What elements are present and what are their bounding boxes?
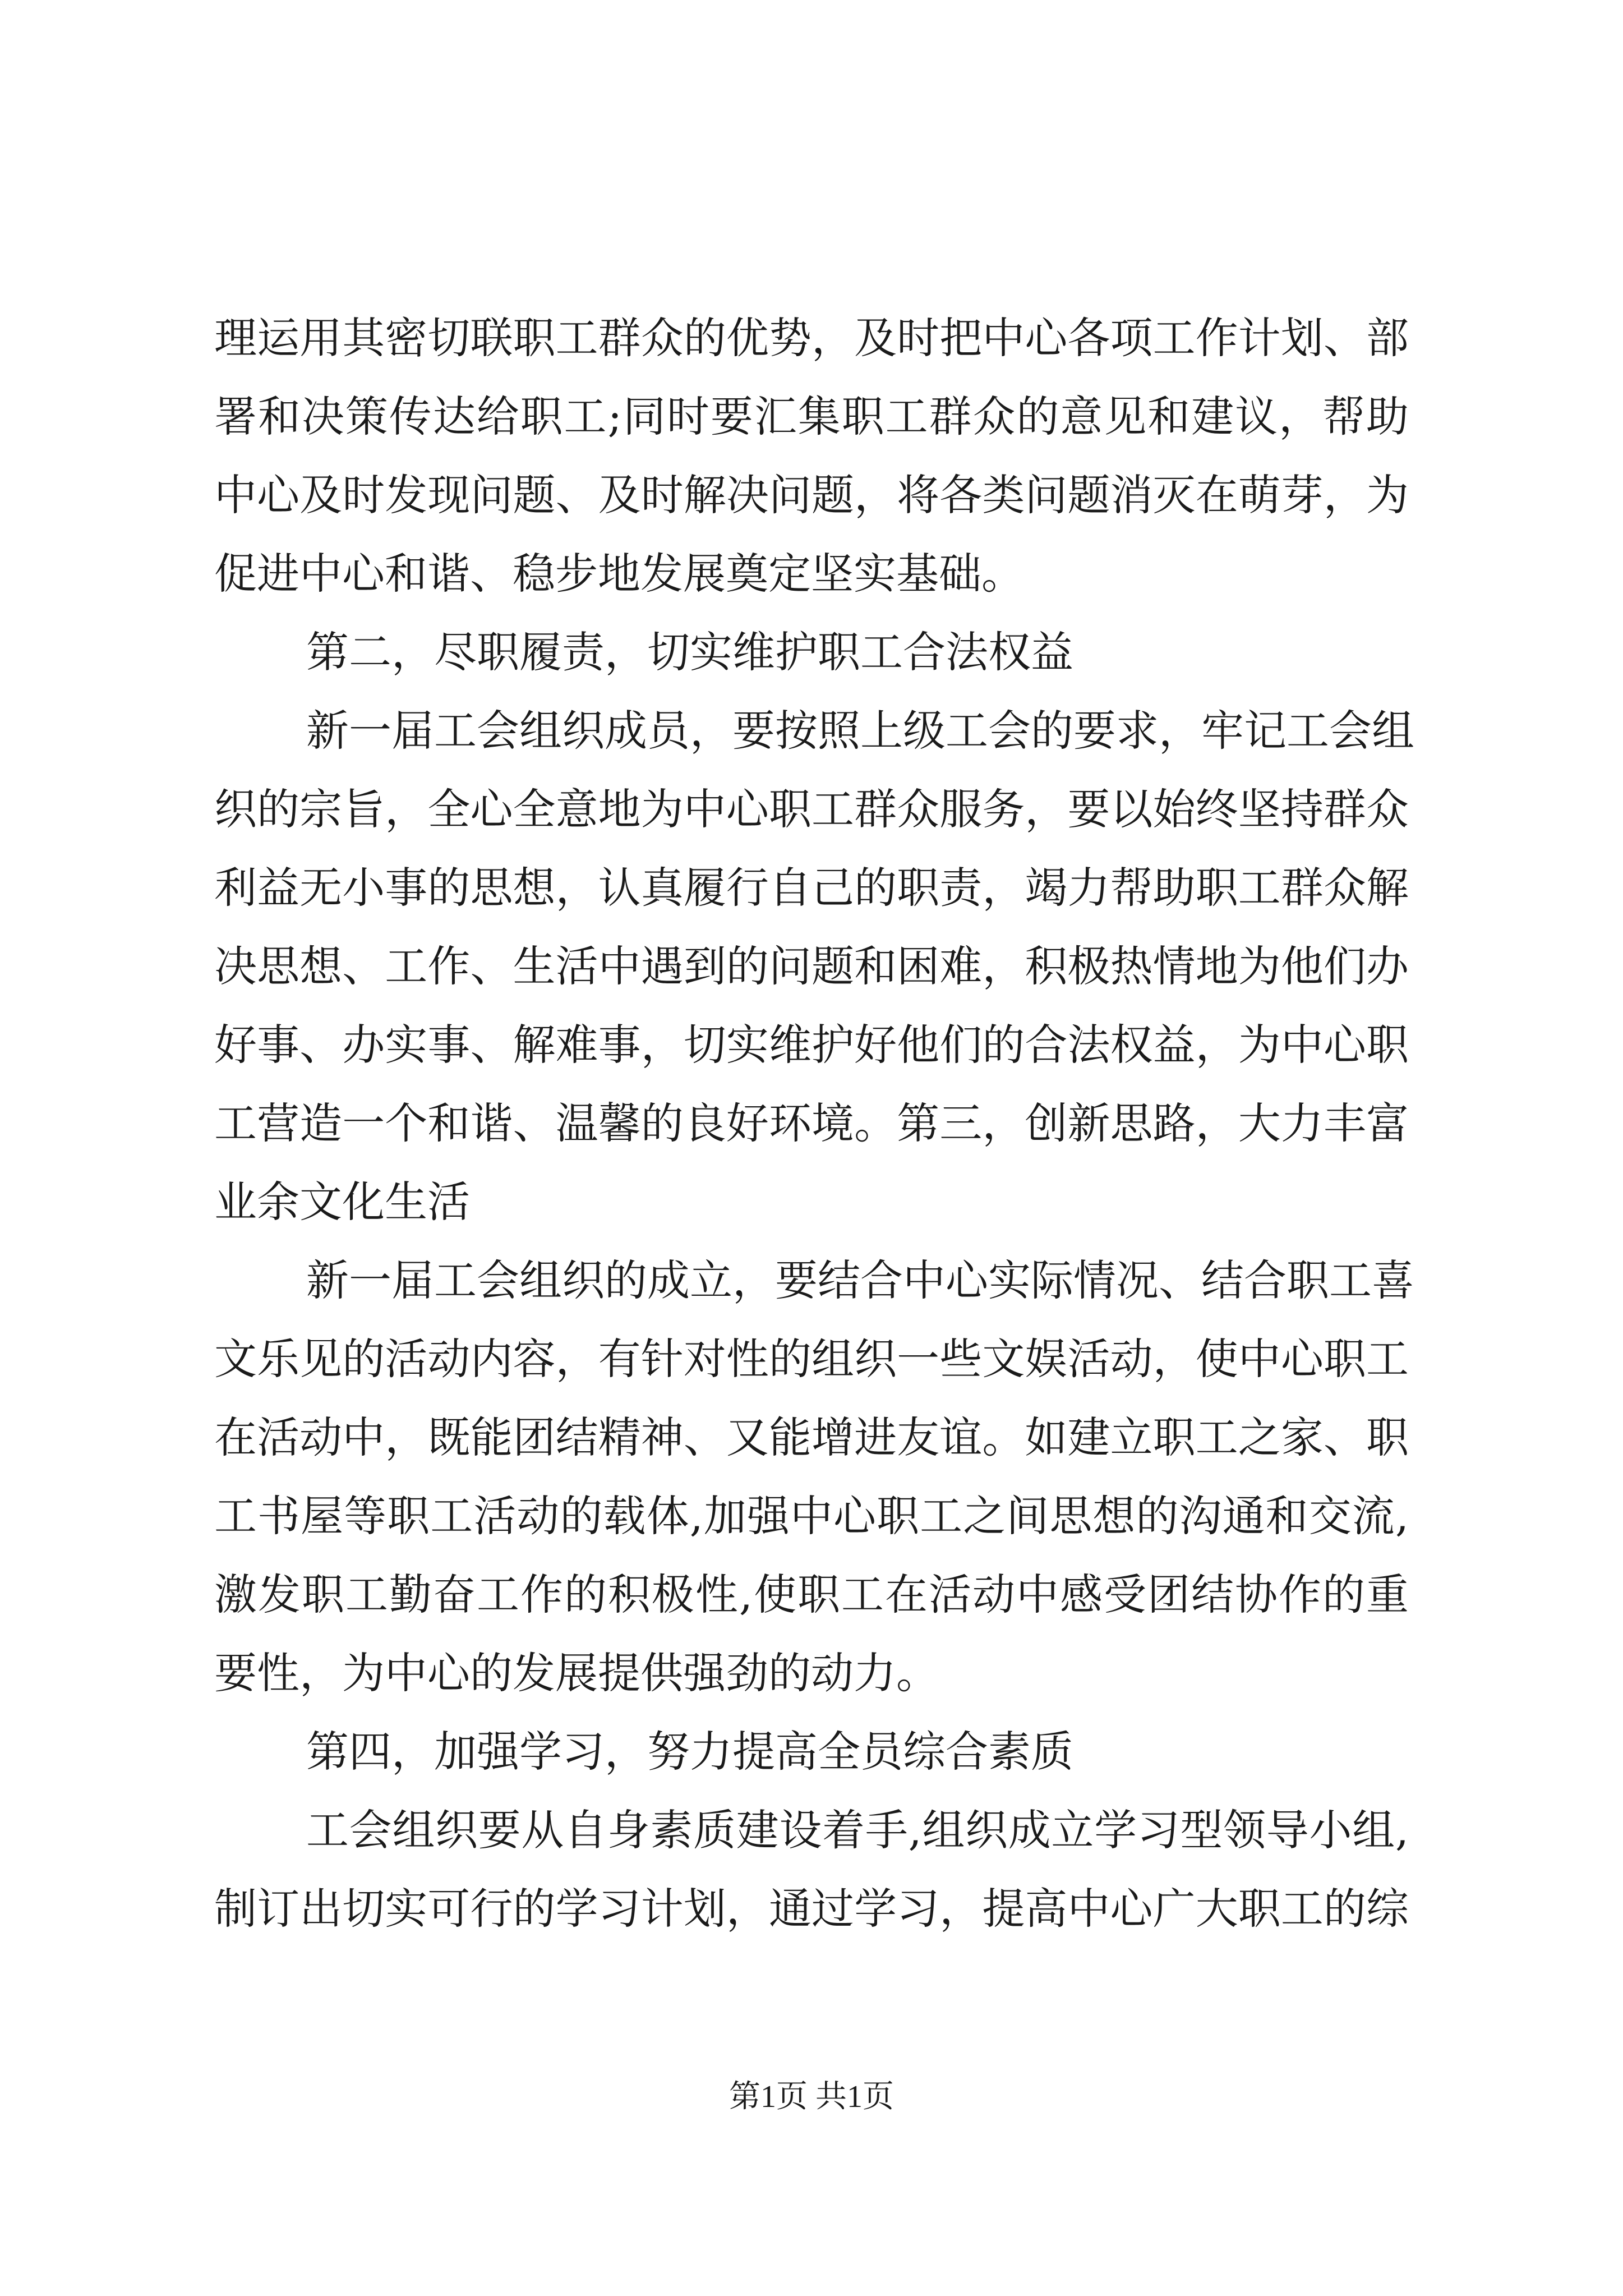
body-text-line: 中心及时发现问题、及时解决问题，将各类问题消灭在萌芽，为 bbox=[214, 470, 1409, 520]
body-text-line: 在活动中，既能团结精神、又能增进友谊。如建立职工之家、职 bbox=[214, 1412, 1409, 1462]
body-text-line: 新一届工会组织成员，要按照上级工会的要求，牢记工会组 bbox=[306, 706, 1414, 756]
body-text-line: 新一届工会组织的成立，要结合中心实际情况、结合职工喜 bbox=[306, 1255, 1414, 1305]
page-footer: 第1页 共1页 bbox=[729, 2079, 894, 2114]
body-text-line: 制订出切实可行的学习计划，通过学习，提高中心广大职工的综 bbox=[214, 1884, 1409, 1934]
body-text-line: 工会组织要从自身素质建设着手,组织成立学习型领导小组, bbox=[306, 1805, 1409, 1855]
section-heading: 第四，加强学习，努力提高全员综合素质 bbox=[306, 1727, 1073, 1777]
section-heading: 第二，尽职履责，切实维护职工合法权益 bbox=[306, 627, 1073, 677]
body-text-line: 激发职工勤奋工作的积极性,使职工在活动中感受团结协作的重 bbox=[214, 1570, 1409, 1619]
body-text-line: 促进中心和谐、稳步地发展奠定坚实基础。 bbox=[214, 549, 1024, 599]
body-text-line: 署和决策传达给职工;同时要汇集职工群众的意见和建议，帮助 bbox=[214, 392, 1409, 441]
body-text-line: 决思想、工作、生活中遇到的问题和困难，积极热情地为他们办 bbox=[214, 941, 1409, 991]
body-text-line: 工营造一个和谐、温馨的良好环境。第三，创新思路，大力丰富 bbox=[214, 1098, 1409, 1148]
body-text-line: 要性，为中心的发展提供强劲的动力。 bbox=[214, 1648, 939, 1698]
body-text-line: 理运用其密切联职工群众的优势，及时把中心各项工作计划、部 bbox=[214, 313, 1409, 363]
body-text-line: 工书屋等职工活动的载体,加强中心职工之间思想的沟通和交流, bbox=[214, 1491, 1409, 1541]
body-text-line: 文乐见的活动内容，有针对性的组织一些文娱活动，使中心职工 bbox=[214, 1334, 1409, 1384]
body-text-line: 好事、办实事、解难事，切实维护好他们的合法权益，为中心职 bbox=[214, 1020, 1409, 1070]
body-text-line: 织的宗旨，全心全意地为中心职工群众服务，要以始终坚持群众 bbox=[214, 784, 1409, 834]
body-text-line: 业余文化生活 bbox=[214, 1177, 470, 1227]
body-text-line: 利益无小事的思想，认真履行自己的职责，竭力帮助职工群众解 bbox=[214, 863, 1409, 913]
